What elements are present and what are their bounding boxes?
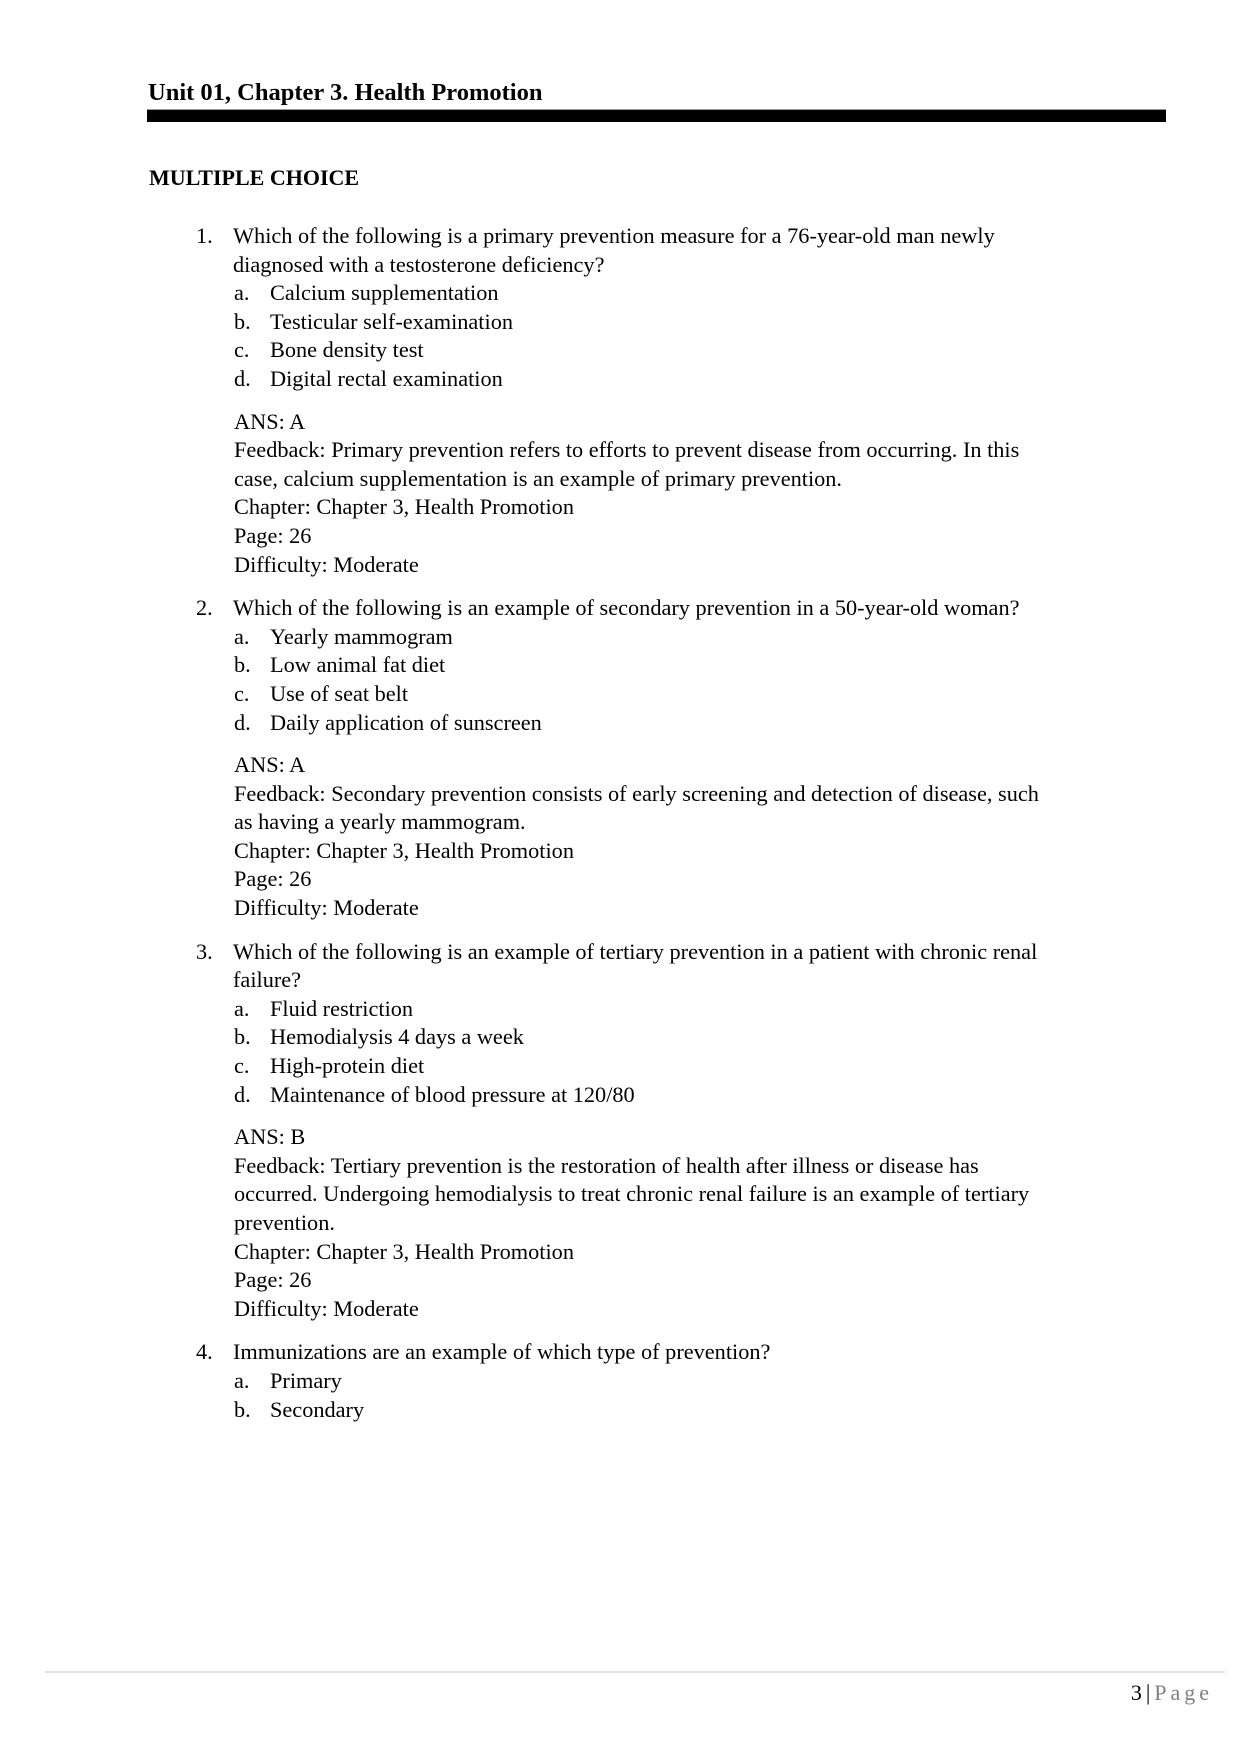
question-stem-text: diagnosed with a testosterone deficiency?: [233, 251, 605, 277]
option-text: High-protein diet: [270, 1053, 425, 1079]
page-label: Page: [1154, 1680, 1213, 1705]
feedback-text: Feedback: Primary prevention refers to efforts to prevent disease from occurring. In this: [234, 437, 1020, 463]
feedback-text: Feedback: Secondary prevention consists of early screening and detection of disease, such: [234, 780, 1039, 806]
answer-key: ANS: A: [234, 752, 306, 778]
answer-metadata: [0, 408, 1241, 580]
option-text: Yearly mammogram: [270, 623, 453, 649]
document-title: Unit 01, Chapter 3. Health Promotion: [148, 79, 543, 106]
feedback-text: case, calcium supplementation is an example of primary prevention.: [234, 465, 843, 491]
answer-option: [0, 1023, 1241, 1052]
question-number: 4.: [196, 1339, 213, 1365]
question-stem-line: [0, 594, 1241, 623]
answer-option: [0, 1367, 1241, 1396]
option-letter: c.: [234, 337, 250, 363]
question-number: 2.: [196, 595, 213, 621]
question-stem-line: [0, 938, 1241, 967]
option-letter: b.: [234, 652, 251, 678]
answer-option: [0, 623, 1241, 652]
option-letter: b.: [234, 1024, 251, 1050]
question-3: [0, 938, 1241, 1324]
question-stem-text: failure?: [233, 967, 302, 993]
question-stem-line: [0, 251, 1241, 280]
chapter-reference: Chapter: Chapter 3, Health Promotion: [234, 837, 574, 863]
question-number: 1.: [196, 223, 213, 248]
difficulty-level: Difficulty: Moderate: [234, 1295, 419, 1321]
feedback-text: as having a yearly mammogram.: [234, 809, 526, 835]
option-letter: d.: [234, 1081, 251, 1107]
answer-option: [0, 1081, 1241, 1110]
chapter-reference: Chapter: Chapter 3, Health Promotion: [234, 1238, 574, 1264]
feedback-text: occurred. Undergoing hemodialysis to treat chronic renal failure is an example of tertiary: [234, 1181, 1030, 1207]
question-stem-text: Which of the following is a primary prevention measure for a 76-year-old man newly: [233, 223, 995, 248]
option-text: Low animal fat diet: [270, 652, 446, 678]
option-letter: a.: [234, 280, 250, 306]
answer-option: [0, 336, 1241, 365]
chapter-reference: Chapter: Chapter 3, Health Promotion: [234, 494, 574, 520]
question-stem-text: Which of the following is an example of tertiary prevention in a patient with chronic renal: [233, 938, 1038, 964]
option-text: Use of seat belt: [270, 680, 409, 706]
question-stem-line: [0, 222, 1241, 251]
option-text: Primary: [270, 1367, 342, 1393]
question-stem-text: Immunizations are an example of which type of prevention?: [233, 1339, 771, 1365]
question-number: 3.: [196, 938, 213, 964]
answer-option: [0, 279, 1241, 308]
option-letter: b.: [234, 308, 251, 334]
option-text: Maintenance of blood pressure at 120/80: [270, 1081, 635, 1107]
option-letter: a.: [234, 1367, 250, 1393]
page-reference: Page: 26: [234, 522, 312, 548]
feedback-text: prevention.: [234, 1210, 335, 1235]
option-text: Daily application of sunscreen: [270, 709, 542, 735]
page-reference: Page: 26: [234, 866, 312, 892]
answer-key: ANS: B: [234, 1124, 306, 1150]
answer-option: [0, 365, 1241, 394]
question-list: [0, 222, 1241, 1439]
option-letter: c.: [234, 680, 250, 706]
page-reference: Page: 26: [234, 1267, 312, 1293]
answer-option: [0, 1052, 1241, 1081]
option-text: Bone density test: [270, 337, 424, 363]
question-stem-text: Which of the following is an example of secondary prevention in a 50-year-old woman?: [233, 595, 1020, 621]
question-stem-line: [0, 1338, 1241, 1367]
answer-option: [0, 680, 1241, 709]
page-number-footer: [1131, 1680, 1213, 1706]
question-stem-line: [0, 966, 1241, 995]
answer-key: ANS: A: [234, 408, 306, 434]
option-letter: c.: [234, 1053, 250, 1079]
answer-option: [0, 995, 1241, 1024]
difficulty-level: Difficulty: Moderate: [234, 895, 419, 921]
answer-metadata: [0, 751, 1241, 923]
question-4: [0, 1338, 1241, 1424]
page-number: 3: [1130, 1680, 1142, 1705]
title-rule-divider: [147, 109, 1166, 122]
answer-option: [0, 1396, 1241, 1425]
page-separator: |: [1145, 1680, 1151, 1705]
answer-option: [0, 308, 1241, 337]
section-heading: MULTIPLE CHOICE: [149, 165, 360, 190]
question-2: [0, 594, 1241, 923]
answer-option: [0, 651, 1241, 680]
option-letter: d.: [234, 365, 251, 391]
option-text: Calcium supplementation: [270, 280, 499, 306]
option-text: Secondary: [270, 1396, 365, 1422]
feedback-text: Feedback: Tertiary prevention is the restoration of health after illness or disease has: [234, 1152, 979, 1178]
option-letter: d.: [234, 709, 251, 735]
option-letter: a.: [234, 623, 250, 649]
option-text: Hemodialysis 4 days a week: [270, 1024, 524, 1050]
option-text: Testicular self-examination: [270, 308, 513, 334]
difficulty-level: Difficulty: Moderate: [234, 551, 419, 577]
option-text: Digital rectal examination: [270, 365, 503, 391]
answer-metadata: [0, 1123, 1241, 1323]
footer-rule-divider: [45, 1671, 1225, 1673]
option-text: Fluid restriction: [270, 995, 414, 1021]
answer-option: [0, 709, 1241, 738]
question-1: [0, 222, 1241, 579]
option-letter: a.: [234, 995, 250, 1021]
option-letter: b.: [234, 1396, 251, 1422]
